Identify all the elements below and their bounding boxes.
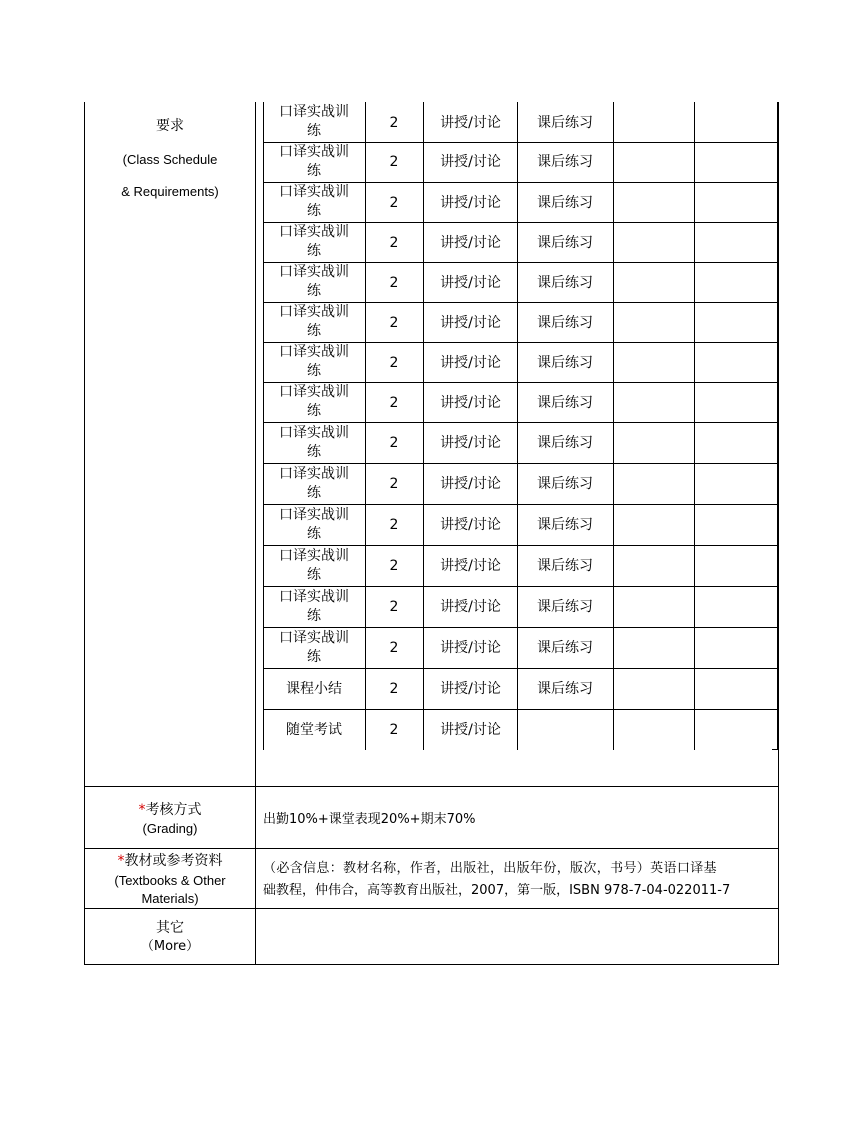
schedule-end-tick (263, 749, 264, 750)
homework-cell: 课后练习 (537, 681, 593, 697)
hours-cell: 2 (389, 722, 399, 738)
table-right-border (778, 102, 779, 965)
required-marker: * (117, 853, 125, 869)
method-cell: 讲授/讨论 (440, 640, 501, 656)
method-cell: 讲授/讨论 (440, 195, 501, 211)
activity-cell: 口译实战训练 (279, 184, 349, 219)
homework-cell: 课后练习 (537, 599, 593, 615)
activity-cell: 随堂考试 (286, 722, 342, 738)
textbooks-label-en-1: (Textbooks & Other (114, 873, 226, 888)
homework-cell: 课后练习 (537, 235, 593, 251)
method-cell: 讲授/讨论 (440, 435, 501, 451)
hours-cell: 2 (389, 154, 399, 170)
textbooks-label-en-2: Materials) (141, 891, 199, 906)
activity-cell: 口译实战训练 (279, 425, 349, 460)
activity-cell: 口译实战训练 (279, 466, 349, 501)
method-cell: 讲授/讨论 (440, 315, 501, 331)
method-cell: 讲授/讨论 (440, 355, 501, 371)
schedule-row-line (263, 709, 778, 710)
hours-cell: 2 (389, 195, 399, 211)
activity-cell: 口译实战训练 (279, 630, 349, 665)
activity-cell: 口译实战训练 (279, 144, 349, 179)
grading-row-top-border (84, 786, 779, 787)
textbooks-label-cn: 教材或参考资料 (124, 853, 223, 869)
hours-cell: 2 (389, 681, 399, 697)
method-cell: 讲授/讨论 (440, 476, 501, 492)
homework-cell: 课后练习 (537, 558, 593, 574)
schedule-row-line (263, 668, 778, 669)
activity-cell: 课程小结 (286, 681, 342, 697)
grading-value: 出勤10%+课堂表现20%+期末70% (263, 812, 476, 827)
schedule-label-en-2: & Requirements) (121, 184, 219, 199)
method-cell: 讲授/讨论 (440, 235, 501, 251)
schedule-row-line (263, 463, 778, 464)
activity-cell: 口译实战训练 (279, 589, 349, 624)
hours-cell: 2 (389, 599, 399, 615)
schedule-row-line (263, 586, 778, 587)
hours-cell: 2 (389, 275, 399, 291)
grading-label-cn: 考核方式 (145, 802, 202, 818)
schedule-row-line (263, 545, 778, 546)
hours-cell: 2 (389, 517, 399, 533)
activity-cell: 口译实战训练 (279, 507, 349, 542)
method-cell: 讲授/讨论 (440, 517, 501, 533)
schedule-right-border (777, 102, 778, 750)
schedule-end-tick (772, 749, 778, 750)
method-cell: 讲授/讨论 (440, 599, 501, 615)
homework-cell: 课后练习 (537, 315, 593, 331)
grading-label (85, 801, 255, 819)
homework-cell: 课后练习 (537, 476, 593, 492)
method-cell: 讲授/讨论 (440, 681, 501, 697)
homework-cell: 课后练习 (537, 395, 593, 411)
homework-cell: 课后练习 (537, 154, 593, 170)
textbooks-row-top-border (84, 848, 779, 849)
grading-label-en: (Grading) (142, 821, 198, 836)
homework-cell: 课后练习 (537, 640, 593, 656)
homework-cell: 课后练习 (537, 115, 593, 131)
schedule-row-line (263, 627, 778, 628)
method-cell: 讲授/讨论 (440, 154, 501, 170)
method-cell: 讲授/讨论 (440, 395, 501, 411)
hours-cell: 2 (389, 558, 399, 574)
method-cell: 讲授/讨论 (440, 558, 501, 574)
other-label-cn: 其它 (156, 920, 184, 936)
hours-cell: 2 (389, 435, 399, 451)
activity-cell: 口译实战训练 (279, 548, 349, 583)
method-cell: 讲授/讨论 (440, 115, 501, 131)
table-column-divider (255, 102, 256, 965)
homework-cell: 课后练习 (537, 355, 593, 371)
hours-cell: 2 (389, 476, 399, 492)
activity-cell: 口译实战训练 (279, 104, 349, 139)
textbooks-value-line-1: （必含信息：教材名称，作者，出版社，出版年份，版次，书号）英语口译基 (263, 861, 717, 876)
textbooks-label (85, 852, 255, 870)
hours-cell: 2 (389, 355, 399, 371)
schedule-col-divider (613, 102, 614, 750)
schedule-row-line (263, 504, 778, 505)
method-cell: 讲授/讨论 (440, 722, 501, 738)
hours-cell: 2 (389, 315, 399, 331)
table-bottom-border (84, 964, 779, 965)
activity-cell: 口译实战训练 (279, 304, 349, 339)
homework-cell: 课后练习 (537, 195, 593, 211)
other-label-en: （More） (140, 939, 200, 954)
required-marker: * (138, 802, 146, 818)
homework-cell: 课后练习 (537, 435, 593, 451)
schedule-col-divider (694, 102, 695, 750)
other-row-top-border (84, 908, 779, 909)
hours-cell: 2 (389, 115, 399, 131)
hours-cell: 2 (389, 395, 399, 411)
hours-cell: 2 (389, 235, 399, 251)
activity-cell: 口译实战训练 (279, 384, 349, 419)
textbooks-value-line-2: 础教程，仲伟合，高等教育出版社，2007，第一版，ISBN 978-7-04-022011-7 (263, 883, 731, 898)
homework-cell: 课后练习 (537, 517, 593, 533)
schedule-row-line (263, 422, 778, 423)
schedule-label-cn: 要求 (156, 118, 184, 134)
activity-cell: 口译实战训练 (279, 224, 349, 259)
method-cell: 讲授/讨论 (440, 275, 501, 291)
hours-cell: 2 (389, 640, 399, 656)
activity-cell: 口译实战训练 (279, 264, 349, 299)
activity-cell: 口译实战训练 (279, 344, 349, 379)
homework-cell: 课后练习 (537, 275, 593, 291)
schedule-label-en-1: (Class Schedule (122, 152, 218, 167)
